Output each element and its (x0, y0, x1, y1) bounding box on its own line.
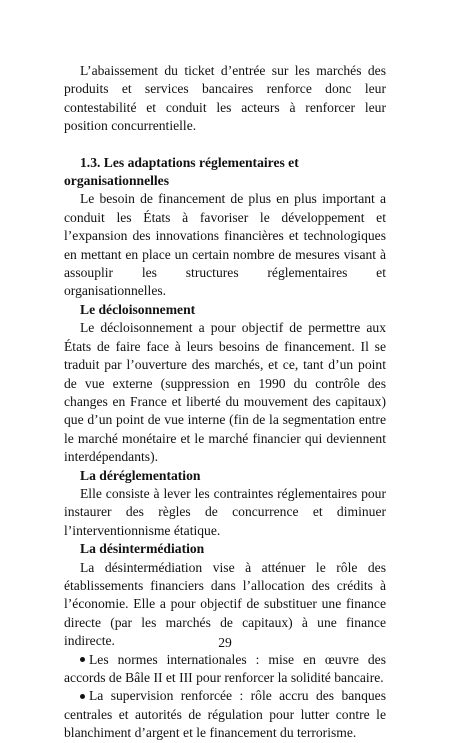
desintermediation-heading: La désintermédiation (80, 541, 205, 557)
bullet-item-supervision (64, 687, 386, 742)
bullet-icon (80, 657, 85, 662)
section-gap (64, 136, 386, 154)
bullet-text: Les normes internationales : mise en œuvre des accords de Bâle II et III pour renforcer la solidité bancaire. (64, 651, 386, 685)
page-number: 29 (218, 635, 232, 650)
bullet-text: La supervision renforcée : rôle accru des banques centrales et autorités de régulation pour lutter contre le blanchiment d’argent et le financement du terrorisme. (64, 688, 386, 741)
intro-paragraph: L’abaissement du ticket d’entrée sur les marchés des produits et services bancaires renforce donc leur contestabilité et conduit les acteurs à renforcer leur position concurrentielle. (64, 63, 386, 134)
dereglementation-paragraph: Elle consiste à lever les contraintes réglementaires pour instaurer des règles de concurrence et diminuer l’interventionnisme étatique. (64, 485, 386, 538)
section-title: 1.3. Les adaptations réglementaires et organisationnelles (64, 154, 299, 189)
desintermediation-paragraph: La désintermédiation vise à atténuer le rôle des établissements financiers dans l’allocation des crédits à l’économie. Elle a pour objectif de substituer une finance directe (par les marchés de capitaux) à une finance indirecte. (64, 559, 386, 649)
bullet-item-normes (64, 651, 386, 688)
decloisonnement-heading: Le décloisonnement (80, 301, 196, 317)
section-paragraph: Le besoin de financement de plus en plus important a conduit les États à favoriser le développement et l’expansion des innovations financières et technologiques en mettant en place un certain nombre de mesures visant à assouplir les structures réglementaires et organisationnelles. (64, 191, 386, 299)
decloisonnement-paragraph: Le décloisonnement a pour objectif de permettre aux États de faire face à leurs besoins de financement. Il se traduit par l’ouverture des marchés, et ce, tant d’un point de vue externe (suppression en 1990 du contrôle des changes en France et liberté du mouvement des capitaux) que d’un point de vue interne (fin de la segmentation entre le marché monétaire et le marché financier qui deviennent interdépendants). (64, 320, 386, 465)
dereglementation-heading: La déréglementation (80, 467, 201, 483)
